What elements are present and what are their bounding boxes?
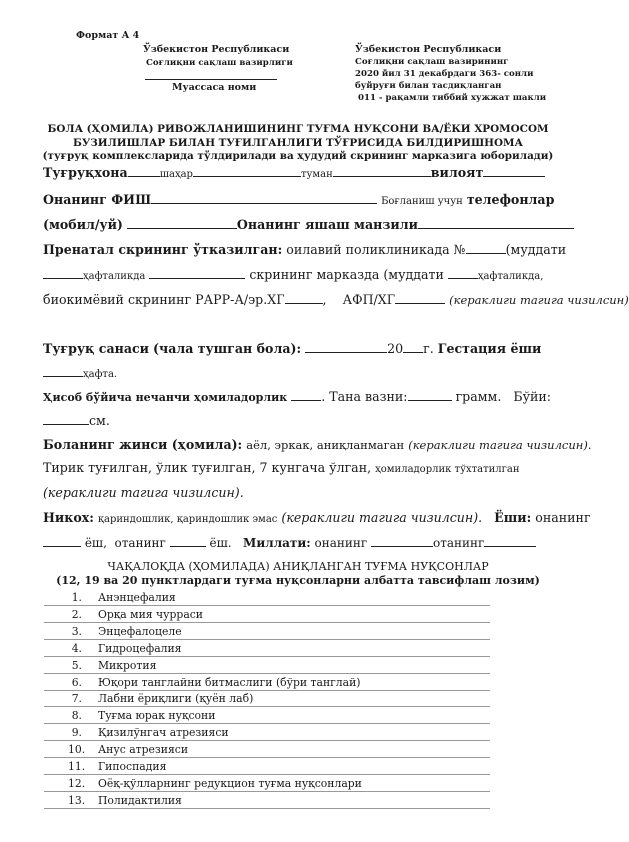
mother-address-field[interactable] — [418, 218, 574, 229]
defect-item[interactable]: Полидактилия — [98, 793, 182, 807]
defect-item[interactable]: Қизилўнгач атрезияси — [98, 726, 229, 740]
title-line-3: (туғруқ комплексларида тўлдирилади ва ҳудудий скрининг марказига юборилади) — [42, 150, 554, 162]
defect-row-line — [44, 673, 490, 674]
defect-number: 12. — [68, 776, 86, 790]
nationality-father-field[interactable] — [484, 536, 536, 547]
defect-number: 1. — [71, 591, 82, 604]
defect-number: 6. — [71, 675, 82, 689]
title-line-1: БОЛА (ҲОМИЛА) РИВОЖЛАНИШИНИНГ ТУҒМА НУҚСОНИ ВА/ЁКИ ХРОМОСОМ — [47, 123, 549, 135]
father-age-field[interactable] — [170, 536, 206, 547]
maternity-field[interactable] — [128, 166, 160, 177]
defect-row-line — [44, 791, 490, 792]
age-unit-2: ёш. — [209, 536, 232, 550]
mother-name-label: Онанинг ФИШ — [43, 192, 152, 207]
defect-row-line — [44, 757, 490, 758]
defect-item[interactable]: Юқори танглайни битмаслиги (бўри танглай) — [98, 675, 361, 689]
phones-label: телефонлар — [466, 192, 555, 207]
nationality-mother-label: онанинг — [314, 536, 368, 550]
afp-label: АФП/ХГ — [342, 292, 396, 307]
format-label: Формат А 4 — [76, 30, 140, 41]
father-label: отанинг — [114, 536, 166, 550]
body-weight-field[interactable] — [408, 390, 452, 401]
defect-row-line — [44, 639, 490, 640]
defect-number: 9. — [71, 726, 82, 740]
clinic-field[interactable] — [149, 268, 245, 279]
contact-label: Боғланиш учун — [381, 196, 463, 207]
year-field[interactable] — [403, 342, 423, 353]
institution-name-line[interactable] — [145, 79, 277, 80]
nationality-mother-field[interactable] — [371, 536, 433, 547]
city-label: шаҳар — [159, 169, 193, 180]
marriage-hint: (кераклиги тагига чизилсин). — [281, 510, 483, 525]
prenatal-label: Пренатал скрининг ўтказилган: — [43, 242, 283, 257]
defect-number: 3. — [71, 624, 82, 638]
mother-address-label: Онанинг яшаш манзили — [236, 217, 418, 232]
maternity-label: Туғруқхона — [43, 165, 128, 180]
mother-name-field[interactable] — [151, 193, 377, 204]
screening-center: скрининг марказда (муддати — [249, 267, 444, 282]
gestation-field[interactable] — [43, 366, 83, 377]
district-label: туман — [300, 169, 333, 180]
preterm-label: (чала тушган бола): — [153, 341, 302, 356]
nationality-label: Миллати: — [243, 536, 311, 550]
defect-row-line — [44, 723, 490, 724]
week-suffix-1: ҳафталикда — [83, 271, 146, 282]
right-header-form-number: 011 - рақамли тиббий хужжат шакли — [358, 93, 547, 103]
right-header-ministry: Соғлиқни сақлаш вазирининг — [355, 57, 509, 67]
district-field[interactable] — [333, 166, 431, 177]
pregnancy-count-field[interactable] — [291, 390, 321, 401]
mobile-home-label: (мобил/уй) — [43, 217, 123, 232]
defect-row-line — [44, 740, 490, 741]
biochem-label: биокимёвий скрининг РАРР-А/эр.ХГ — [43, 292, 285, 307]
defect-number: 11. — [68, 760, 86, 773]
defect-number: 8. — [71, 709, 82, 723]
papp-a-field[interactable] — [285, 293, 323, 304]
region-label: вилоят — [430, 165, 484, 180]
defect-number: 5. — [71, 658, 82, 672]
defect-item[interactable]: Оёқ-қўлларнинг редукцион туғма нуқсонлари — [98, 776, 362, 790]
left-header-institution: Муассаса номи — [172, 82, 257, 93]
title-line-2: БУЗИЛИШЛАР БИЛАН ТУҒИЛГАНЛИГИ ТЎҒРИСИДА БИЛДИРИШНОМА — [72, 137, 524, 149]
region-field[interactable] — [483, 166, 545, 177]
mother-age-field[interactable] — [43, 536, 81, 547]
defect-row-line — [44, 605, 490, 606]
pregnancy-count-label: Ҳисоб бўйича нечанчи ҳомиладорлик — [43, 391, 288, 404]
outcome-2: ҳомиладорлик тўхтатилган — [375, 464, 520, 475]
sex-hint: (кераклиги тагига чизилсин). — [408, 438, 592, 452]
defect-number: 10. — [68, 743, 86, 757]
defect-item[interactable]: Гипоспадия — [98, 760, 167, 773]
defect-row-line — [44, 706, 490, 707]
underline-hint-1: (кераклиги тагига чизилсин) — [449, 293, 629, 307]
defect-item[interactable]: Микротия — [98, 658, 157, 672]
sex-options: аёл, эркак, аниқланмаган — [246, 438, 405, 452]
left-header-ministry: Соғлиқни сақлаш вазирлиги — [146, 58, 293, 68]
birth-date-field[interactable] — [305, 342, 387, 353]
nationality-father-label: отанинг — [433, 536, 485, 550]
phone-field[interactable] — [127, 218, 237, 229]
outcome-1: Тирик туғилган, ўлик туғилган, 7 кунгача ўлган, — [43, 460, 372, 475]
year-suffix: г. — [423, 341, 434, 356]
gestation-label: Гестация ёши — [437, 341, 542, 356]
clinic-number-field[interactable] — [466, 243, 506, 254]
weeks-field-1[interactable] — [43, 268, 83, 279]
defect-row-line — [44, 690, 490, 691]
weeks-field-2[interactable] — [448, 268, 478, 279]
body-weight-label: Тана вазни: — [329, 389, 408, 404]
grams-label: грамм. — [455, 389, 502, 404]
age-label: Ёши: — [494, 510, 532, 525]
cm-label: см. — [89, 413, 110, 428]
left-header-republic: Ўзбекистон Республикаси — [143, 44, 290, 55]
defect-number: 4. — [71, 641, 82, 655]
right-header-order: 2020 йил 31 декабрдаги 363- сонли — [355, 69, 534, 79]
defect-row-line — [44, 622, 490, 623]
defect-row-line — [44, 656, 490, 657]
age-unit: ёш, — [84, 536, 107, 550]
afp-field[interactable] — [395, 293, 445, 304]
height-label: Бўйи: — [513, 389, 552, 404]
outcome-hint: (кераклиги тагига чизилсин). — [43, 485, 244, 500]
sex-label: Боланинг жинси (ҳомила): — [43, 437, 243, 452]
right-header-approved: буйруғи билан тасдиқланган — [355, 81, 502, 91]
city-field[interactable] — [193, 166, 301, 177]
weeks-label: ҳафта. — [83, 369, 118, 380]
defect-number: 2. — [71, 607, 82, 621]
defect-item[interactable]: Орқа мия чурраси — [98, 607, 204, 621]
height-field[interactable] — [43, 414, 89, 425]
defect-number: 13. — [68, 793, 86, 807]
marriage-label: Никох: — [43, 510, 94, 525]
defect-item[interactable]: Туғма юрак нуқсони — [98, 709, 216, 723]
duration-open: (муддати — [505, 242, 567, 257]
defects-subtitle: (12, 19 ва 20 пунктлардаги туғма нуқсонларни албатта тавсифлаш лозим) — [56, 574, 540, 587]
defect-item[interactable]: Энцефалоцеле — [98, 624, 182, 638]
prenatal-clinic: оилавий поликлиникада № — [286, 242, 466, 257]
week-suffix-2: ҳафталикда, — [477, 271, 544, 282]
defect-item[interactable]: Анус атрезияси — [98, 743, 189, 757]
defect-item[interactable]: Лабни ёриқлиги (қуён лаб) — [98, 692, 254, 706]
defect-item[interactable]: Анэнцефалия — [98, 591, 176, 604]
defect-number: 7. — [71, 692, 82, 706]
defect-item[interactable]: Гидроцефалия — [98, 641, 182, 655]
birth-date-label: Туғруқ санаси — [43, 341, 149, 356]
mother-label: онанинг — [535, 510, 591, 525]
marriage-options: қариндошлик, қариндошлик эмас — [97, 514, 278, 525]
right-header-republic: Ўзбекистон Республикаси — [355, 44, 502, 55]
defect-row-line — [44, 774, 490, 775]
year-prefix: 20 — [387, 341, 404, 356]
defect-row-line — [44, 808, 490, 809]
defects-title: ЧАҚАЛОҚДА (ҲОМИЛАДА) АНИҚЛАНГАН ТУҒМА НУҚСОНЛАР — [107, 560, 489, 573]
